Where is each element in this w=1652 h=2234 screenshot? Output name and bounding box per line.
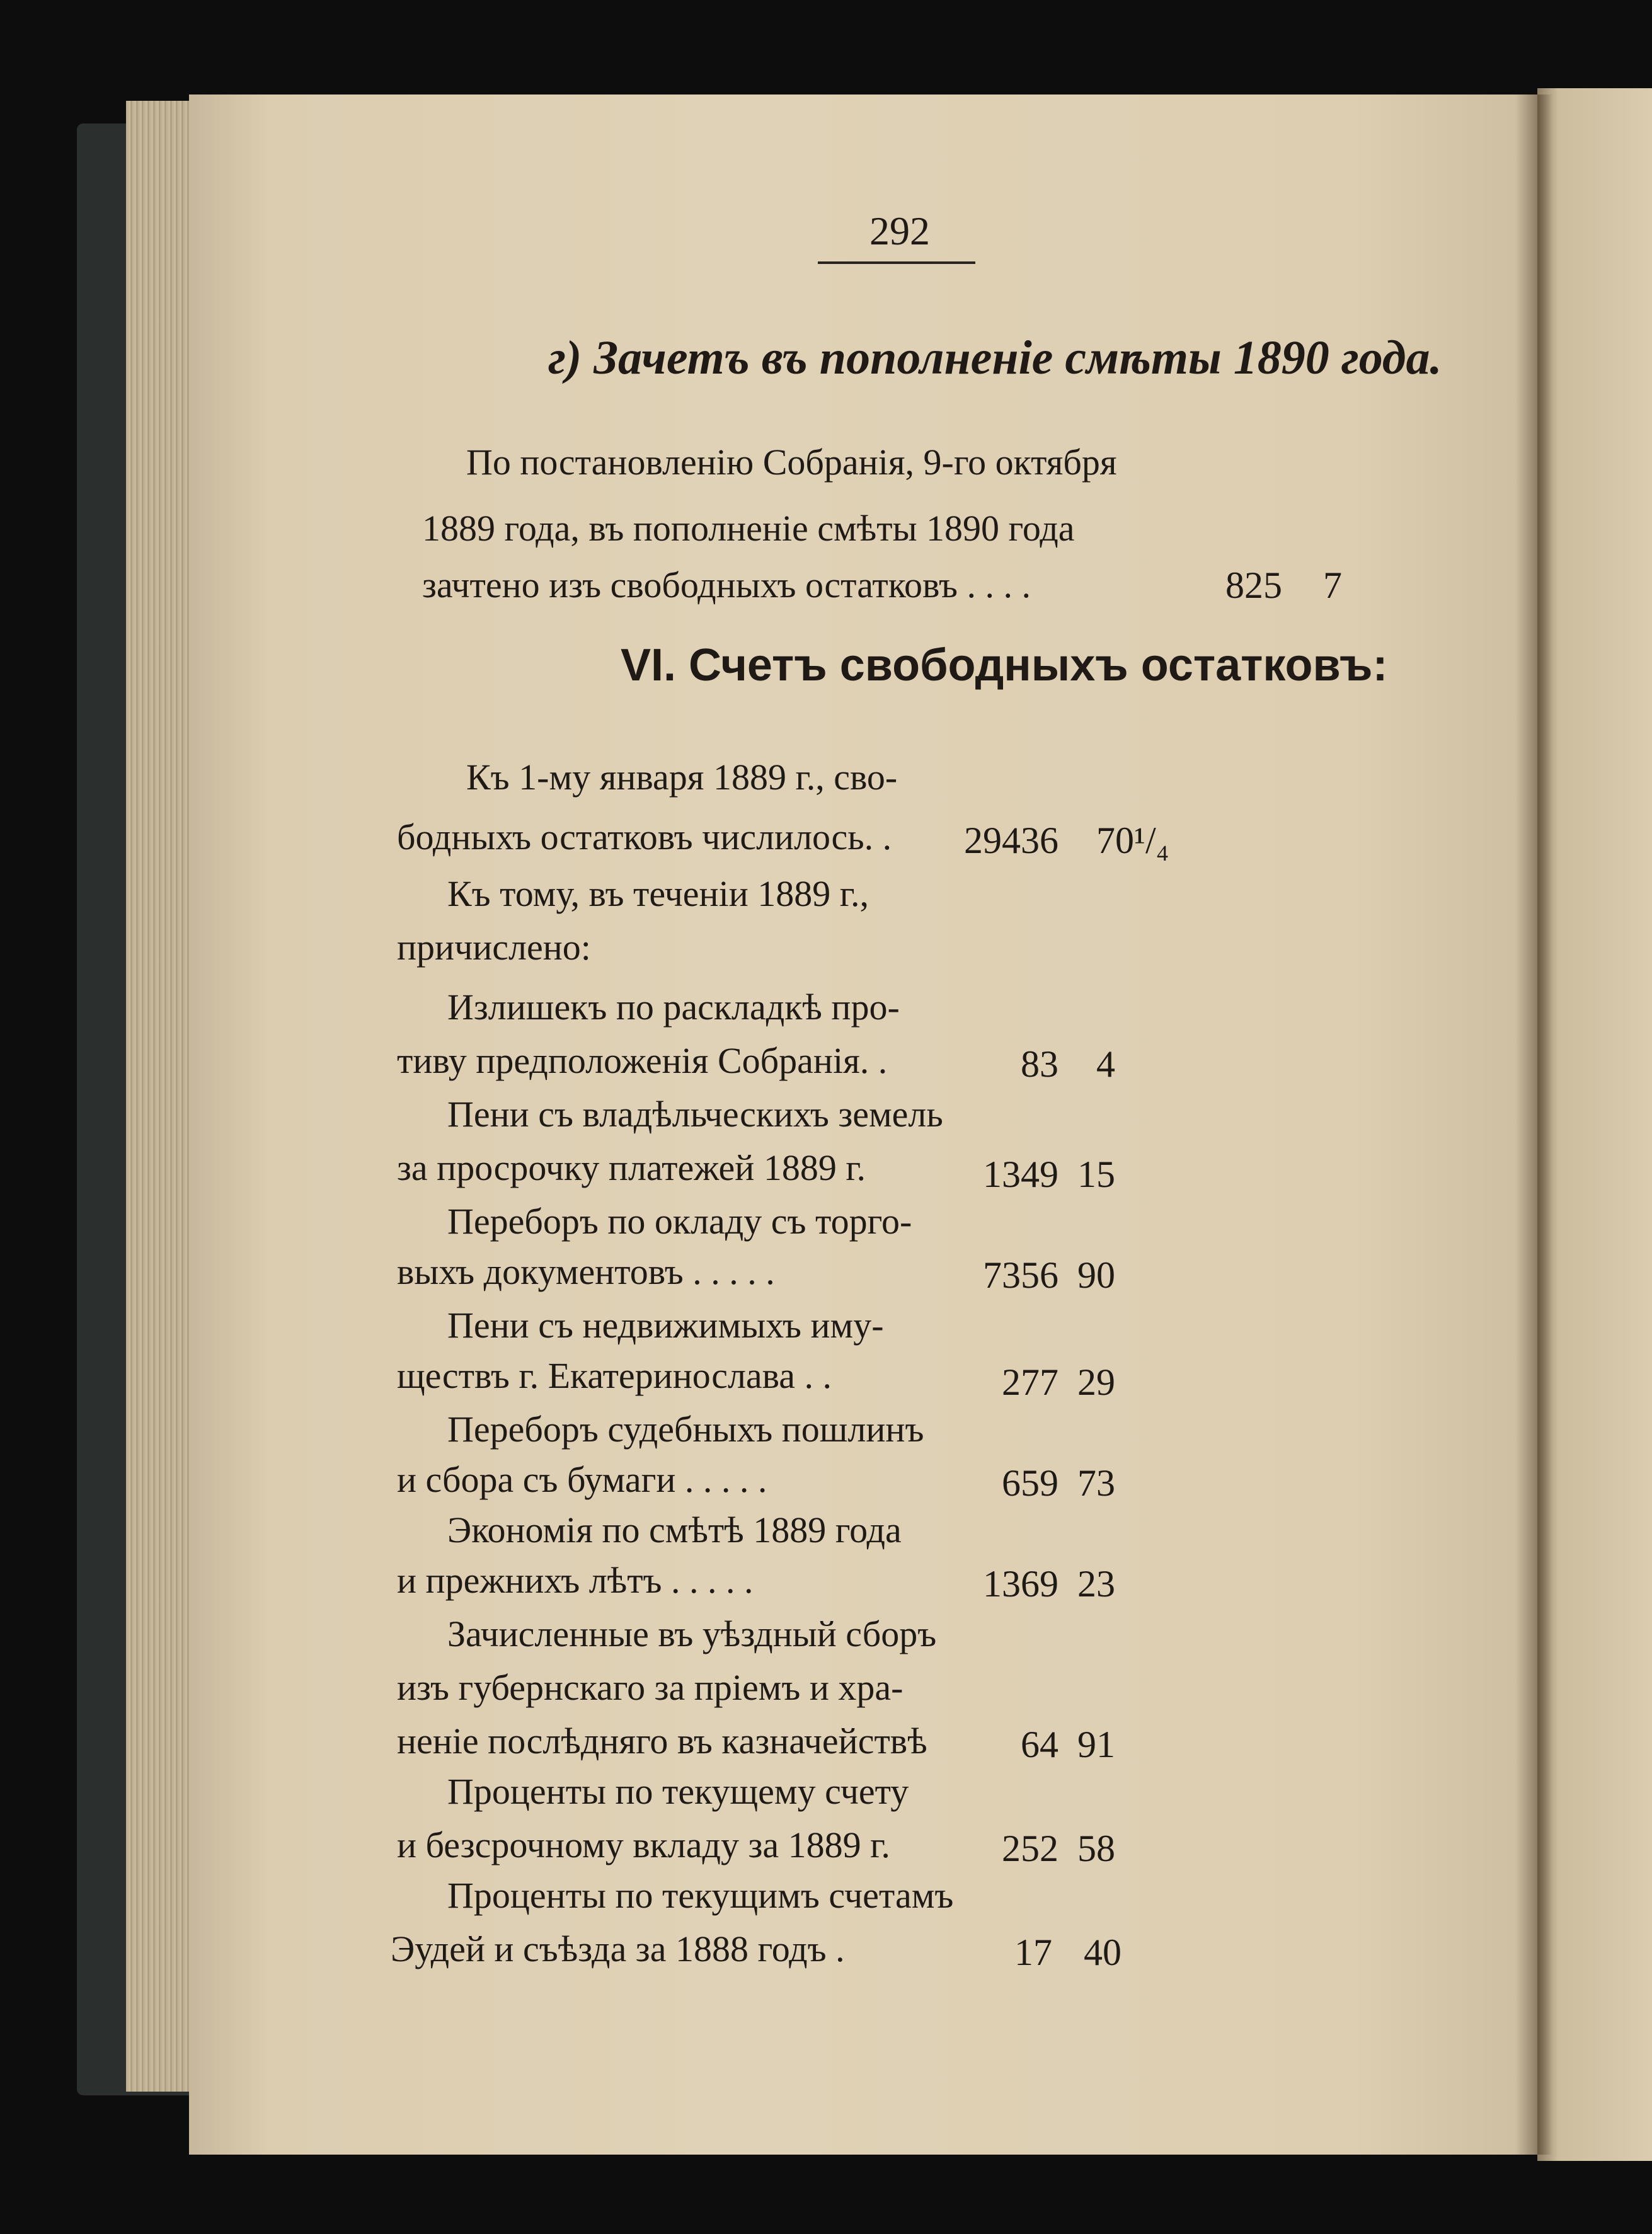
entry-rub: 29436 bbox=[964, 820, 1058, 861]
entry-kop: 90 bbox=[1077, 1254, 1115, 1296]
entry-line: и безсрочному вкладу за 1889 г. bbox=[397, 1824, 890, 1865]
entry-line: за просрочку платежей 1889 г. bbox=[397, 1147, 866, 1188]
facing-page bbox=[1537, 88, 1652, 2161]
entry-line: причислено: bbox=[397, 927, 591, 968]
entry-kop: 73 bbox=[1077, 1462, 1115, 1504]
entry-line: Пени съ недвижимыхъ иму- bbox=[447, 1305, 884, 1346]
entry-kop: 70¹/₄ bbox=[1096, 820, 1169, 861]
page-number: 292 bbox=[869, 209, 930, 253]
entry-line: Эудей и съѣзда за 1888 годъ . bbox=[391, 1928, 845, 1969]
entry-kop: 15 bbox=[1077, 1154, 1115, 1195]
entry-line: Къ тому, въ теченіи 1889 г., bbox=[447, 873, 869, 914]
entry-line: бодныхъ остатковъ числилось. . bbox=[397, 816, 892, 857]
section-g-line: зачтено изъ свободныхъ остатковъ . . . . bbox=[422, 564, 1031, 605]
entry-kop: 91 bbox=[1077, 1724, 1115, 1765]
entry-kop: 40 bbox=[1084, 1932, 1121, 1973]
entry-rub: 64 bbox=[1021, 1724, 1058, 1765]
entry-line: Экономія по смѣтѣ 1889 года bbox=[447, 1509, 902, 1550]
entry-rub: 83 bbox=[1021, 1043, 1058, 1085]
section-g-line: По постановленію Собранія, 9-го октября bbox=[466, 442, 1117, 483]
section-g-heading: г) Зачетъ въ пополненіе смѣты 1890 года. bbox=[548, 331, 1442, 384]
entry-kop: 29 bbox=[1077, 1361, 1115, 1403]
section-g-amount-rub: 825 bbox=[1225, 564, 1282, 606]
entry-rub: 252 bbox=[1002, 1828, 1058, 1869]
entry-kop: 23 bbox=[1077, 1563, 1115, 1605]
entry-line: тиву предположенія Собранія. . bbox=[397, 1040, 888, 1081]
entry-line: изъ губернскаго за пріемъ и хра- bbox=[397, 1667, 903, 1708]
page-gutter-shadow bbox=[1515, 95, 1553, 2155]
entry-line: Зачисленные въ уѣздный сборъ bbox=[447, 1613, 937, 1654]
section-vi-heading: VI. Счетъ свободныхъ остатковъ: bbox=[621, 640, 1388, 690]
entry-rub: 1349 bbox=[983, 1154, 1058, 1195]
entry-line: неніе послѣдняго въ казначействѣ bbox=[397, 1721, 927, 1761]
entry-line: Излишекъ по раскладкѣ про- bbox=[447, 987, 900, 1028]
header-rule bbox=[818, 261, 975, 264]
section-g-line: 1889 года, въ пополненіе смѣты 1890 года bbox=[422, 508, 1075, 549]
entry-line: Переборъ судебныхъ пошлинъ bbox=[447, 1409, 924, 1450]
entry-rub: 659 bbox=[1002, 1462, 1058, 1504]
entry-kop: 4 bbox=[1096, 1043, 1115, 1085]
entry-line: Проценты по текущимъ счетамъ bbox=[447, 1875, 954, 1916]
section-g-amount-kop: 7 bbox=[1323, 564, 1342, 606]
entry-kop: 58 bbox=[1077, 1828, 1115, 1869]
entry-line: и сбора съ бумаги . . . . . bbox=[397, 1459, 767, 1500]
entry-line: Проценты по текущему счету bbox=[447, 1771, 909, 1812]
entry-line: Пени съ владѣльческихъ земель bbox=[447, 1094, 943, 1135]
entry-rub: 17 bbox=[1014, 1932, 1052, 1973]
entry-line: и прежнихъ лѣтъ . . . . . bbox=[397, 1560, 754, 1601]
entry-line: ществъ г. Екатеринослава . . bbox=[397, 1355, 832, 1396]
entry-line: выхъ документовъ . . . . . bbox=[397, 1251, 775, 1292]
entry-rub: 1369 bbox=[983, 1563, 1058, 1605]
entry-line: Переборъ по окладу съ торго- bbox=[447, 1201, 912, 1242]
entry-line: Къ 1-му января 1889 г., сво- bbox=[466, 757, 898, 798]
entry-rub: 277 bbox=[1002, 1361, 1058, 1403]
entry-rub: 7356 bbox=[983, 1254, 1058, 1296]
